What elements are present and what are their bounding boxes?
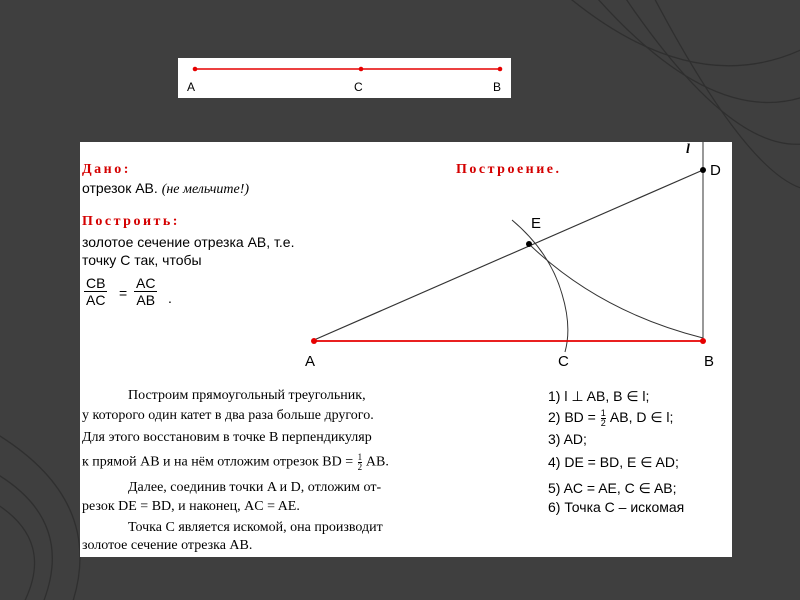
step-6: 6) Точка C – искомая	[548, 499, 685, 515]
construct-heading: Построить:	[82, 214, 180, 229]
fraction2-denominator: AB	[136, 292, 156, 308]
label-l: l	[686, 142, 690, 157]
label-c: C	[558, 353, 569, 370]
point-a-dot	[193, 67, 198, 72]
main-construction-card	[80, 142, 732, 557]
step2-denominator: 2	[600, 418, 606, 428]
paragraph-line-7: Точка C является искомой, она производит	[128, 520, 383, 535]
fraction1-numerator: CB	[86, 275, 106, 291]
point-a	[311, 338, 317, 344]
segment-ab-top	[178, 58, 511, 98]
top-label-b: B	[493, 80, 502, 94]
top-label-a: A	[187, 80, 196, 94]
step-2	[548, 409, 673, 428]
point-b-dot	[498, 67, 503, 72]
label-a: A	[305, 353, 316, 370]
given-text-italic: (не мельчите!)	[161, 182, 250, 197]
given-heading: Дано:	[82, 162, 131, 177]
step-2-end: AB, D ∈ l;	[609, 409, 674, 426]
fraction1-denominator: AC	[86, 292, 106, 308]
ratio-period: .	[168, 290, 172, 306]
paragraph-line-6: резок DE = BD, и наконец, AC = AE.	[82, 499, 300, 514]
step-1: 1) l ⊥ AB, B ∈ l;	[548, 388, 650, 404]
top-label-c: C	[354, 80, 363, 94]
paragraph-line-2: у которого один катет в два раза больше другого.	[82, 408, 374, 423]
paragraph-line-4-start: к прямой AB и на нём отложим отрезок BD =	[82, 454, 354, 470]
point-c-dot	[359, 67, 364, 72]
step-4: 4) DE = BD, E ∈ AD;	[548, 454, 679, 470]
arc-a-e-c	[512, 220, 568, 352]
step-2-half-fraction	[601, 409, 606, 428]
label-b: B	[704, 353, 715, 370]
paragraph-line-8: золотое сечение отрезка AB.	[82, 538, 253, 553]
ratio-fraction-2	[134, 275, 157, 308]
construct-line1: золотое сечение отрезка AB, т.е.	[82, 234, 295, 250]
half-numerator: 1	[357, 452, 363, 462]
ratio-fraction-1	[84, 275, 107, 308]
step-3: 3) AD;	[548, 431, 587, 447]
step2-numerator: 1	[600, 408, 606, 418]
step-2-start: 2) BD =	[548, 409, 596, 426]
paragraph-line-4	[82, 453, 389, 472]
given-text	[82, 180, 249, 198]
ratio-equals: =	[119, 285, 128, 301]
construction-heading: Построение.	[456, 162, 562, 177]
paragraph-line-5: Далее, соединив точки A и D, отложим от-	[128, 480, 382, 495]
paragraph-line-1: Построим прямоугольный треугольник,	[128, 388, 366, 403]
half-denominator: 2	[357, 462, 363, 472]
top-segment-card	[178, 58, 511, 98]
construct-line2: точку C так, чтобы	[82, 252, 202, 268]
fraction2-numerator: AC	[136, 275, 156, 291]
paragraph-line-3: Для этого восстановим в точке B перпендикуляр	[82, 430, 372, 445]
paragraph-line-4-end: AB.	[365, 454, 389, 470]
label-e: E	[531, 215, 542, 232]
point-b	[700, 338, 706, 344]
step-5: 5) AC = AE, C ∈ AB;	[548, 480, 677, 496]
point-e	[526, 241, 532, 247]
given-text-plain: отрезок AB.	[82, 180, 158, 196]
hypotenuse-ad	[314, 170, 703, 340]
label-d: D	[710, 162, 721, 179]
point-d	[700, 167, 706, 173]
paragraph-half-fraction	[358, 453, 363, 472]
arc-d-e-b	[530, 245, 703, 338]
